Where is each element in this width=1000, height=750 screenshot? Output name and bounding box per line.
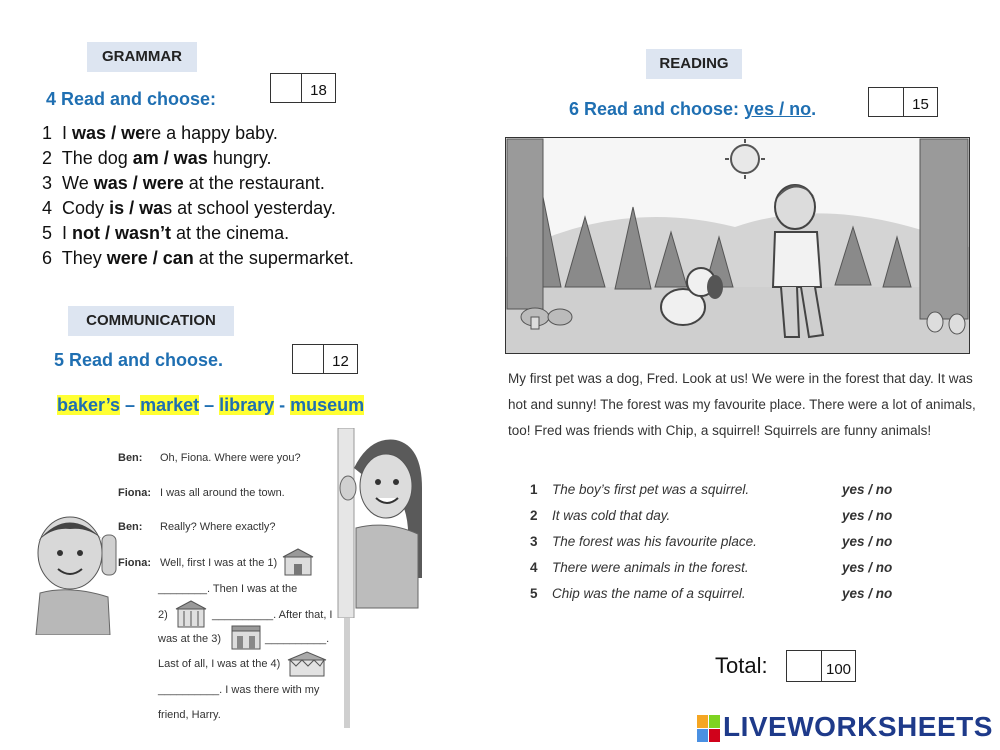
- total-max-score: 100: [822, 650, 856, 682]
- choice-option[interactable]: am / was: [132, 148, 208, 168]
- word-bank-item: baker’s: [57, 395, 121, 415]
- yes-no-choice[interactable]: yes / no: [842, 560, 893, 575]
- communication-max-score: 12: [324, 344, 358, 374]
- reading-max-score: 15: [904, 87, 938, 117]
- yes-no-choice[interactable]: yes / no: [842, 534, 893, 549]
- grammar-item: 1 I was / were a happy baby.: [42, 123, 278, 143]
- grammar-score-box: [270, 73, 336, 103]
- reading-question: 3 The forest was his favourite place. yes / no: [530, 534, 893, 549]
- reading-question: 1 The boy’s first pet was a squirrel. yes / no: [530, 482, 893, 497]
- yes-no-choice[interactable]: yes / no: [842, 586, 893, 601]
- choice-option[interactable]: not / wasn’t: [72, 223, 172, 243]
- liveworksheets-logo-icon: [697, 715, 721, 743]
- dialogue-line: Fiona: Well, first I was at the 1): [118, 557, 278, 569]
- reading-question: 4 There were animals in the forest. yes / no: [530, 560, 893, 575]
- dialogue-line: Ben: Oh, Fiona. Where were you?: [118, 452, 301, 464]
- word-bank-item: market: [140, 395, 200, 415]
- reading-section-label: READING: [646, 49, 742, 79]
- word-bank-item: library: [219, 395, 275, 415]
- word-bank-item: museum: [290, 395, 365, 415]
- choice-option[interactable]: was / were: [93, 173, 184, 193]
- choice-option[interactable]: is / wa: [109, 198, 164, 218]
- choice-option[interactable]: was / we: [72, 123, 146, 143]
- grammar-max-score: 18: [302, 73, 336, 103]
- choice-option[interactable]: were / can: [106, 248, 194, 268]
- reading-exercise-title: 6 Read and choose: yes / no.: [569, 99, 817, 119]
- dialogue-line: __________. I was there with my: [158, 684, 320, 696]
- total-label: Total:: [715, 653, 768, 678]
- reading-score-input[interactable]: [868, 87, 904, 117]
- dialogue-line: Last of all, I was at the 4): [158, 658, 281, 670]
- communication-score-box: [292, 344, 358, 374]
- grammar-item: 4 Cody is / was at school yesterday.: [42, 198, 336, 218]
- dialogue-line: __________. After that, I: [212, 609, 333, 621]
- grammar-score-input[interactable]: [270, 73, 302, 103]
- dialogue-line: Ben: Really? Where exactly?: [118, 521, 276, 533]
- reading-passage: My first pet was a dog, Fred. Look at us! We were in the forest that day. It was hot and sunny! The forest was my favourite place. There were a lot of animals, too! Fred was friends with Chip, a squirrel! Squirrels are funny animals!: [508, 371, 976, 438]
- grammar-item: 2 The dog am / was hungry.: [42, 148, 272, 168]
- boy-illustration: [18, 505, 118, 635]
- yes-no-choice[interactable]: yes / no: [842, 508, 893, 523]
- communication-score-input[interactable]: [292, 344, 324, 374]
- grammar-items: [42, 121, 354, 271]
- dialogue-line: ________. Then I was at the: [158, 583, 298, 595]
- grammar-exercise-title: 4 Read and choose:: [46, 89, 217, 109]
- dialogue-line: friend, Harry.: [158, 709, 221, 721]
- girl-illustration: [330, 428, 425, 618]
- liveworksheets-brand[interactable]: LIVEWORKSHEETS: [723, 711, 993, 742]
- communication-exercise-title: 5 Read and choose.: [54, 350, 224, 370]
- market-icon: [286, 650, 328, 678]
- grammar-item: 5 I not / wasn’t at the cinema.: [42, 223, 290, 243]
- word-bank: baker’s – market – library - museum: [57, 395, 365, 415]
- forest-illustration: [505, 137, 970, 354]
- reading-score-box: [868, 87, 938, 117]
- grammar-item: 3 We was / were at the restaurant.: [42, 173, 325, 193]
- dialogue-line: __________.: [265, 633, 330, 645]
- yes-no-choice[interactable]: yes / no: [842, 482, 893, 497]
- bakery-icon: [282, 548, 314, 576]
- library-icon: [175, 600, 207, 628]
- reading-question: 5 Chip was the name of a squirrel. yes / no: [530, 586, 893, 601]
- reading-question: 2 It was cold that day. yes / no: [530, 508, 893, 523]
- grammar-section-label: GRAMMAR: [87, 42, 197, 72]
- grammar-item: 6 They were / can at the supermarket.: [42, 248, 354, 268]
- dialogue-line: 2): [158, 609, 168, 621]
- dialogue-line: was at the 3): [158, 633, 221, 645]
- communication-section-label: COMMUNICATION: [68, 306, 234, 336]
- dialogue-panel: [112, 428, 350, 728]
- dialogue-line: Fiona: I was all around the town.: [118, 487, 285, 499]
- total-score-box: [786, 650, 856, 682]
- museum-icon: [230, 624, 262, 650]
- total-score-input[interactable]: [786, 650, 822, 682]
